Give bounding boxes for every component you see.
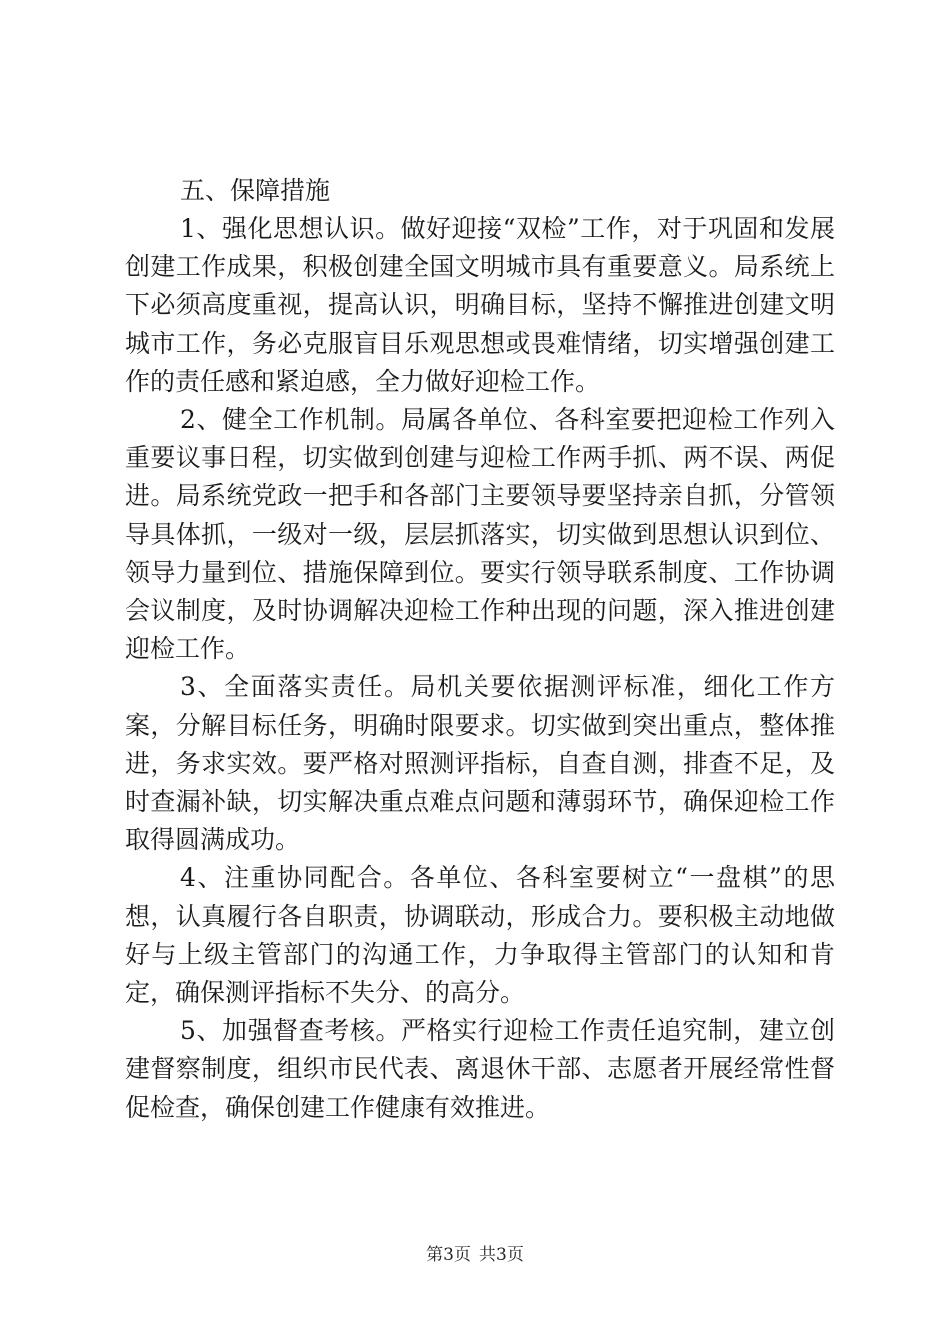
paragraph-2: 2、健全工作机制。局属各单位、各科室要把迎检工作列入重要议事日程，切实做到创建与迎检工作两手抓、两不误、两促进。局系统党政一把手和各部门主要领导要坚持亲自抓，分管领导具体抓，一级对一级，层层抓落实，切实做到思想认识到位、领导力量到位、措施保障到位。要实行领导联系制度、工作协调会议制度，及时协调解决迎检工作种出现的问题，深入推进创建迎检工作。 <box>125 405 835 664</box>
page-number-total: 共3页 <box>479 1245 524 1265</box>
paragraph-4: 4、注重协同配合。各单位、各科室要树立“一盘棋”的思想，认真履行各自职责，协调联动，形成合力。要积极主动地做好与上级主管部门的沟通工作，力争取得主管部门的认知和肯定，确保测评指标不失分、的高分。 <box>125 863 835 1008</box>
document-body <box>125 172 835 1127</box>
page-number-current: 第3页 <box>426 1245 471 1265</box>
section-heading: 五、保障措施 <box>180 176 331 205</box>
paragraph-1: 1、强化思想认识。做好迎接“双检”工作，对于巩固和发展创建工作成果，积极创建全国文明城市具有重要意义。局系统上下必须高度重视，提高认识，明确目标，坚持不懈推进创建文明城市工作，务必克服盲目乐观思想或畏难情绪，切实增强创建工作的责任感和紧迫感，全力做好迎检工作。 <box>125 214 835 396</box>
paragraph-3: 3、全面落实责任。局机关要依据测评标准，细化工作方案，分解目标任务，明确时限要求。切实做到突出重点，整体推进，务求实效。要严格对照测评指标，自查自测，排查不足，及时查漏补缺，切实解决重点难点问题和薄弱环节，确保迎检工作取得圆满成功。 <box>125 672 835 855</box>
page-footer <box>0 1244 950 1266</box>
paragraph-5: 5、加强督查考核。严格实行迎检工作责任追究制，建立创建督察制度，组织市民代表、离退休干部、志愿者开展经常性督促检查，确保创建工作健康有效推进。 <box>125 1016 835 1122</box>
